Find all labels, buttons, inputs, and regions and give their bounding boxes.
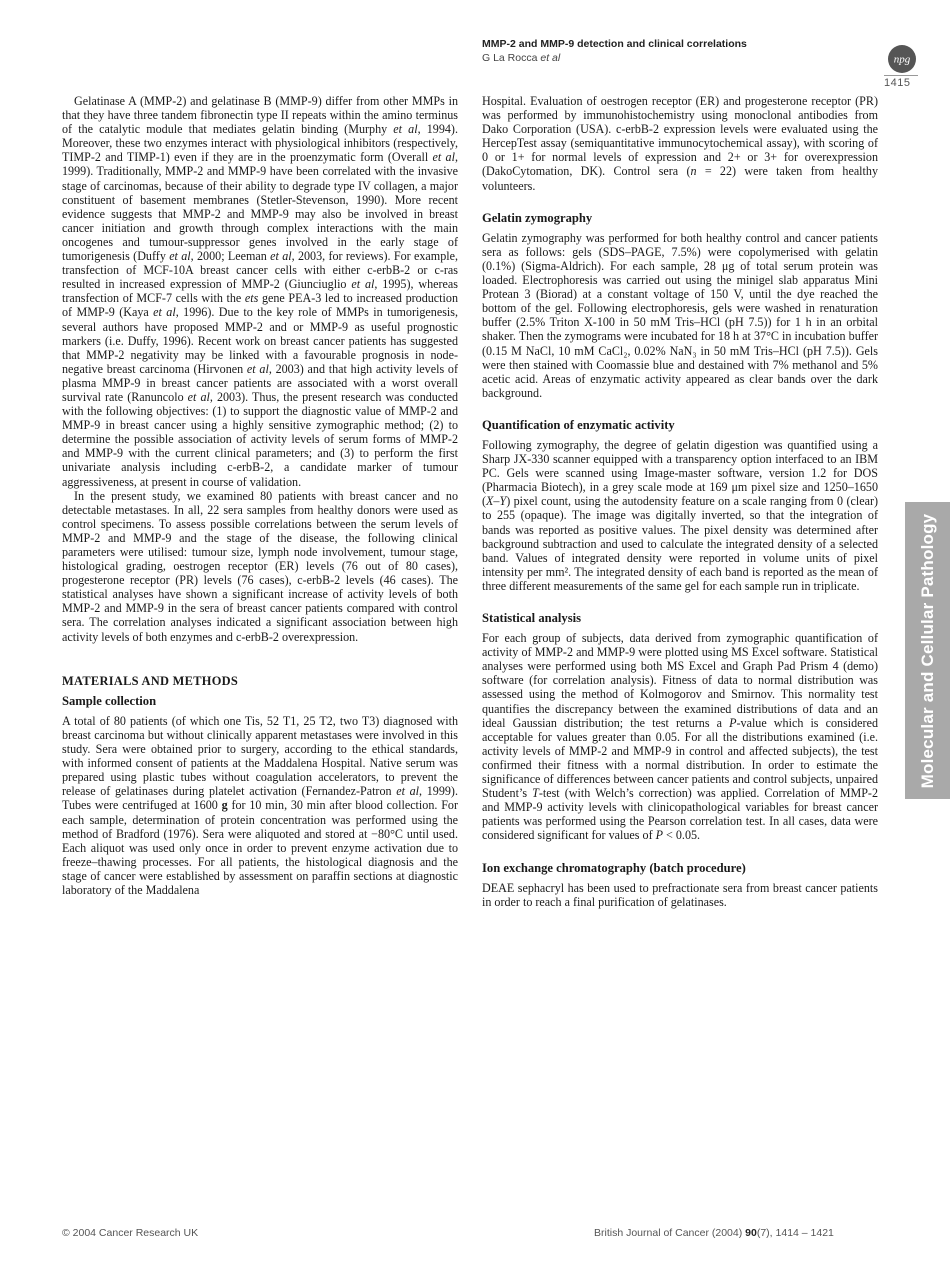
methods-heading: MATERIALS AND METHODS [62, 673, 239, 688]
side-tab-label: Molecular and Cellular Pathology [917, 513, 937, 788]
section-side-tab [905, 502, 950, 799]
quantification-heading: Quantification of enzymatic activity [482, 417, 675, 432]
running-title: MMP-2 and MMP-9 detection and clinical correlations [482, 38, 747, 50]
sample-collection-continued: Hospital. Evaluation of oestrogen receptor (ER) and progesterone receptor (PR) was performed by immunohistochemistry using monoclonal antibodies from Dako Corporation (USA). c-erbB-2 expression levels were evaluated using the HercepTest assay (semiquantitative immunocytochemical assay), with scoring of 0 or 1+ for normal levels of expression and 2+ or 3+ for overexpression (DakoCytomation, DK). Control sera (n = 22) were taken from healthy volunteers. [482, 94, 878, 193]
footer-issue-pages: (7), 1414 – 1421 [756, 1227, 834, 1239]
intro-paragraph-1: Gelatinase A (MMP-2) and gelatinase B (MMP-9) differ from other MMPs in that they have three tandem fibronectin type II repeats within the amino terminus of the catalytic module that mediates gelatin binding (Murphy et al, 1994). Moreover, these two enzymes interact with physiological inhibitors (respectively, TIMP-2 and TIMP-1) even if they are in the proenzymatic form (Overall et al, 1999). Traditionally, MMP-2 and MMP-9 have been correlated with the invasive stage of carcinomas, because of their ability to degrade type IV collagen, a major constituent of basement membranes (Stetler-Stevenson, 1990). More recent evidence suggests that MMP-2 and MMP-9 may also be involved in breast cancer initiation and growth through complex interactions with the main oncogenes and tumour-suppressor genes involved in the early stage of tumorigenesis (Duffy et al, 2000; Leeman et al, 2003, for reviews). For example, transfection of MCF-10A breast cancer cells with either c-erbB-2 or c-ras resulted in increased expression of MMP-2 (Giunciuglio et al, 1995), whereas transfection of MCF-7 cells with the ets gene PEA-3 led to increased production of MMP-9 (Kaya et al, 1996). Due to the key role of MMPs in tumorigenesis, several authors have proposed MMP-2 and or MMP-9 as useful prognostic markers (i.e. Duffy, 1996). Recent work on breast cancer patients has suggested that MMP-2 negativity may be linked with a favourable prognosis in node-negative breast carcinoma (Hirvonen et al, 2003) and that high activity levels of plasma MMP-9 in breast cancer patients are associated with a worst overall survival rate (Ranuncolo et al, 2003). Thus, the present research was conducted with the following objectives: (1) to support the diagnostic value of MMP-2 and MMP-9 in breast cancer using a highly sensitive zymographic method; (2) to determine the possible association of activity levels of serum forms of MMP-2 and MMP-9 with the current clinical parameters; and (3) to perform the first univariate analysis including c-erbB-2, a candidate marker of tumour aggressiveness, at present in course of validation. [62, 94, 458, 489]
running-authors-names: G La Rocca [482, 52, 541, 64]
footer-volume: 90 [745, 1227, 757, 1239]
sample-collection-paragraph: A total of 80 patients (of which one Tis, 52 T1, 25 T2, two T3) diagnosed with breast carcinoma but without clinically apparent metastases were involved in this study. Sera were obtained prior to surgery, according to the ethical standards, with informed consent of patients at the Maddalena Hospital. Native serum was prepared using plastic tubes without coagulation accelerators, to prevent the release of gelatinases during platelet activation (Fernandez-Patron et al, 1999). Tubes were centrifuged at 1600 g for 10 min, 30 min after blood collection. For each sample, determination of protein concentration was performed using the method of Bradford (1976). Sera were aliquoted and stored at −80°C until used. Each aliquot was used only once in order to prevent enzyme activation due to freeze–thawing processes. For all patients, the histological diagnosis and the stage of cancer were established by assessment on paraffin sections at diagnostic laboratory of the Maddalena [62, 713, 458, 897]
gelatin-zymography-paragraph: Gelatin zymography was performed for both healthy control and cancer patients sera as follows: gels (SDS–PAGE, 7.5%) were copolymerised with gelatin (0.1%) (Sigma-Aldrich). For each sample, 28 μg of total serum protein was loaded. Electrophoresis was carried out using the minigel slab apparatus Mini Protean 3 (Biorad) at a constant voltage of 150 V, until the dye reached the bottom of the gel. Following electrophoresis, gels were washed in renaturation buffer (2.5% Triton X-100 in 50 mM Tris–HCl (pH 7.5)) for 1 h in an orbital shaker. Then the zymograms were incubated for 18 h at 37°C in incubation buffer (0.15 M NaCl, 10 mM CaCl₂, 0.02% NaN₃ in 50 mM Tris–HCl (pH 7.5)). Gels were then stained with Coomassie blue and destained with 7% methanol and 5% acetic acid. Areas of enzymatic activity appeared as clear bands over the dark background. [482, 230, 878, 400]
footer-copyright: © 2004 Cancer Research UK [62, 1227, 199, 1239]
statistical-analysis-paragraph: For each group of subjects, data derived from zymographic quantification of activity of MMP-2 and MMP-9 were plotted using MS Excel software. Statistical analyses were performed using both MS Excel and Graph Pad Prism 4 (demo) software (for correlation analysis). Fitness of data to normal distribution was assessed using the method of Kolmogorov and Smirnov. This normality test quantifies the discrepancy between the examined distributions of data and an ideal Gaussian distribution; the test returns a P-value which is considered acceptable for values greater than 0.05. For all the distributions examined (i.e. activity levels of MMP-2 and MMP-9 in control and affected subjects), the test confirmed their fitness with a normal distribution. In order to estimate the significance of differences between cancer patients and control subjects, unpaired Student’s T-test (with Welch’s correction) was applied. Correlation of MMP-2 and MMP-9 activity levels with clinicopathological variables for breast cancer patients was performed using the Pearson correlation test. In all cases, data were considered significant for values of P < 0.05. [482, 631, 879, 843]
page-number: 1415 [884, 77, 911, 89]
left-column [62, 94, 458, 897]
running-authors [482, 52, 560, 64]
right-column [482, 94, 878, 909]
ion-exchange-paragraph: DEAE sephacryl has been used to prefractionate sera from breast cancer patients in order to reach a final purification of gelatinases. [482, 880, 878, 909]
npg-logo-text: npg [893, 53, 911, 66]
sample-collection-heading: Sample collection [62, 693, 157, 708]
intro-paragraph-2: In the present study, we examined 80 patients with breast cancer and no detectable metastases. In all, 22 sera samples from healthy donors were used as control specimens. To assess possible correlations between the serum levels of MMP-2 and MMP-9 and the stage of the disease, the following clinical parameters were utilised: tumour size, lymph node involvement, tumour stage, histological grading, oestrogen receptor (ER) levels (76 out of 80 cases), progesterone receptor (PR) levels (76 cases), c-erbB-2 levels (46 cases). The statistical analyses have shown a significant increase of activity levels of both MMP-2 and MMP-9 in the sera of breast cancer patients compared with control sera. The correlation analyses indicated a significant association between high activity levels of both enzymes and c-erbB-2 overexpression. [62, 488, 458, 644]
footer-journal: British Journal of Cancer (2004) [594, 1227, 746, 1239]
npg-logo-icon [887, 44, 917, 74]
running-authors-etal: et al [540, 52, 561, 64]
footer-citation [594, 1227, 834, 1239]
statistical-analysis-heading: Statistical analysis [482, 611, 582, 625]
quantification-paragraph: Following zymography, the degree of gelatin digestion was quantified using a Sharp JX-330 scanner equipped with a transparency option interfaced to an IBM PC. Gels were scanned using Image-master software, version 1.2 for DOS (Pharmacia Biotech), in a grey scale mode at 169 μm pixel size and 1250–1650 (X–Y) pixel count, using the autodensity feature on a scale ranging from 0 (clear) to 255 (opaque). The image was digitally inverted, so that the integration of bands was reported as positive values. The pixel density was determined after background subtraction and used to calculate the integrated density of a selected band. Values of integrated density were reported in volume units of pixel intensity per mm². The integrated density of each band is reported as the mean of three different measurements of the same gel for each sample run in triplicate. [482, 437, 878, 593]
gelatin-zymography-heading: Gelatin zymography [482, 210, 593, 225]
page-number-rule [884, 75, 918, 76]
ion-exchange-heading: Ion exchange chromatography (batch procedure) [482, 860, 746, 875]
